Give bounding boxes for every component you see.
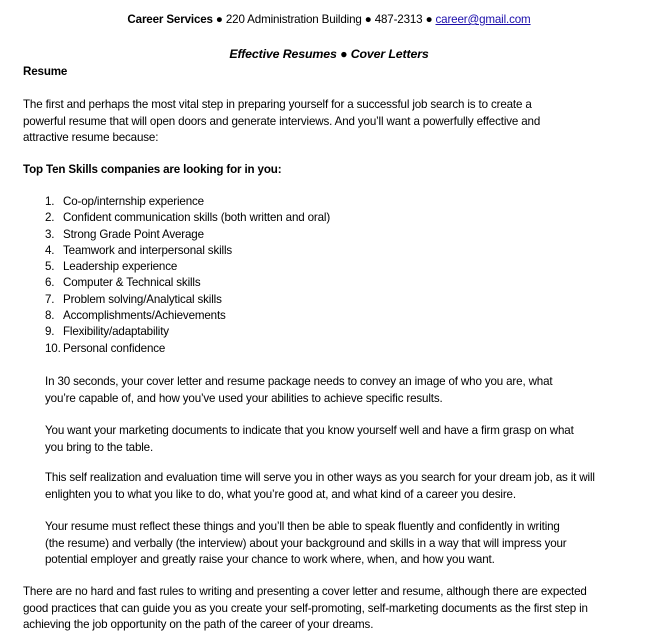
list-text: Confident communication skills (both written and oral) [63,211,331,225]
title-right: Cover Letters [350,47,429,61]
skills-heading: Top Ten Skills companies are looking for in you: [23,163,282,176]
list-number: 6. [45,276,55,290]
list-text: Accomplishments/Achievements [63,309,226,323]
intro-paragraph [23,97,623,147]
list-text: Computer & Technical skills [63,276,201,290]
address: 220 Administration Building [225,13,362,26]
list-item [45,341,330,357]
text-line: you’re capable of, and how you’ve used your abilities to achieve specific results. [45,391,443,405]
list-item [45,210,330,226]
paragraph-resume-reflect [45,519,615,569]
list-number: 5. [45,260,55,274]
bullet-separator: ● [425,13,433,26]
list-number: 9. [45,325,55,339]
list-item [45,324,330,340]
text-line: enlighten you to what you like to do, what you’re good at, and what kind of a career you desire. [45,487,516,501]
text-line: In 30 seconds, your cover letter and resume package needs to convey an image of who you are, what [45,375,553,388]
paragraph-30-seconds [45,374,605,407]
paragraph-self-realization [45,470,645,503]
list-item [45,227,330,243]
skills-list [45,194,330,357]
list-text: Co-op/internship experience [63,195,204,208]
list-number: 7. [45,292,55,306]
list-item [45,243,330,259]
list-number: 10. [45,341,61,355]
list-number: 4. [45,243,55,257]
list-item [45,292,330,308]
list-number: 2. [45,211,55,225]
text-line: potential employer and greatly raise your chance to work where, when, and how you want. [45,553,495,566]
text-line: There are no hard and fast rules to writing and presenting a cover letter and resume, although there are expected [23,585,587,598]
text-line: Your resume must reflect these things and you’ll then be able to speak fluently and confidently in writing [45,520,560,533]
list-text: Teamwork and interpersonal skills [63,243,233,257]
paragraph-no-hard-rules [23,584,643,634]
bullet-separator: ● [340,47,348,61]
text-line: You want your marketing documents to indicate that you know yourself well and have a firm grasp on what [45,424,574,437]
org-name: Career Services [127,13,213,26]
text-line: achieving the job opportunity on the path of the career of your dreams. [23,618,374,631]
list-item [45,259,330,275]
list-text: Strong Grade Point Average [63,227,204,241]
bullet-separator: ● [215,13,223,26]
text-line: good practices that can guide you as you create your self-promoting, self-marketing documents as the first step in [23,601,588,615]
bullet-separator: ● [364,13,372,26]
list-text: Problem solving/Analytical skills [63,292,222,306]
title-left: Effective Resumes [229,47,337,61]
list-number: 1. [45,195,55,208]
phone: 487-2313 [374,13,423,26]
list-text: Personal confidence [63,341,166,355]
section-heading: Resume [23,65,68,78]
email-link[interactable]: career@gmail.com [435,13,531,26]
text-line: The first and perhaps the most vital step in preparing yourself for a successful job search is to create a [23,98,532,111]
list-item [45,194,330,210]
paragraph-marketing-documents [45,423,635,456]
list-item [45,308,330,324]
page-title [0,47,658,61]
text-line: This self realization and evaluation time will serve you in other ways as you search for your dream job, as it will [45,471,595,484]
list-text: Flexibility/adaptability [63,325,169,339]
list-number: 8. [45,309,55,323]
text-line: attractive resume because: [23,131,159,144]
text-line: (the resume) and verbally (the interview) about your background and skills in a way that will impress your [45,536,567,550]
list-item [45,275,330,291]
text-line: powerful resume that will open doors and generate interviews. And you’ll want a powerfully effective and [23,114,541,128]
list-text: Leadership experience [63,260,178,274]
text-line: you bring to the table. [45,440,154,454]
list-number: 3. [45,227,55,241]
contact-header [0,13,658,26]
